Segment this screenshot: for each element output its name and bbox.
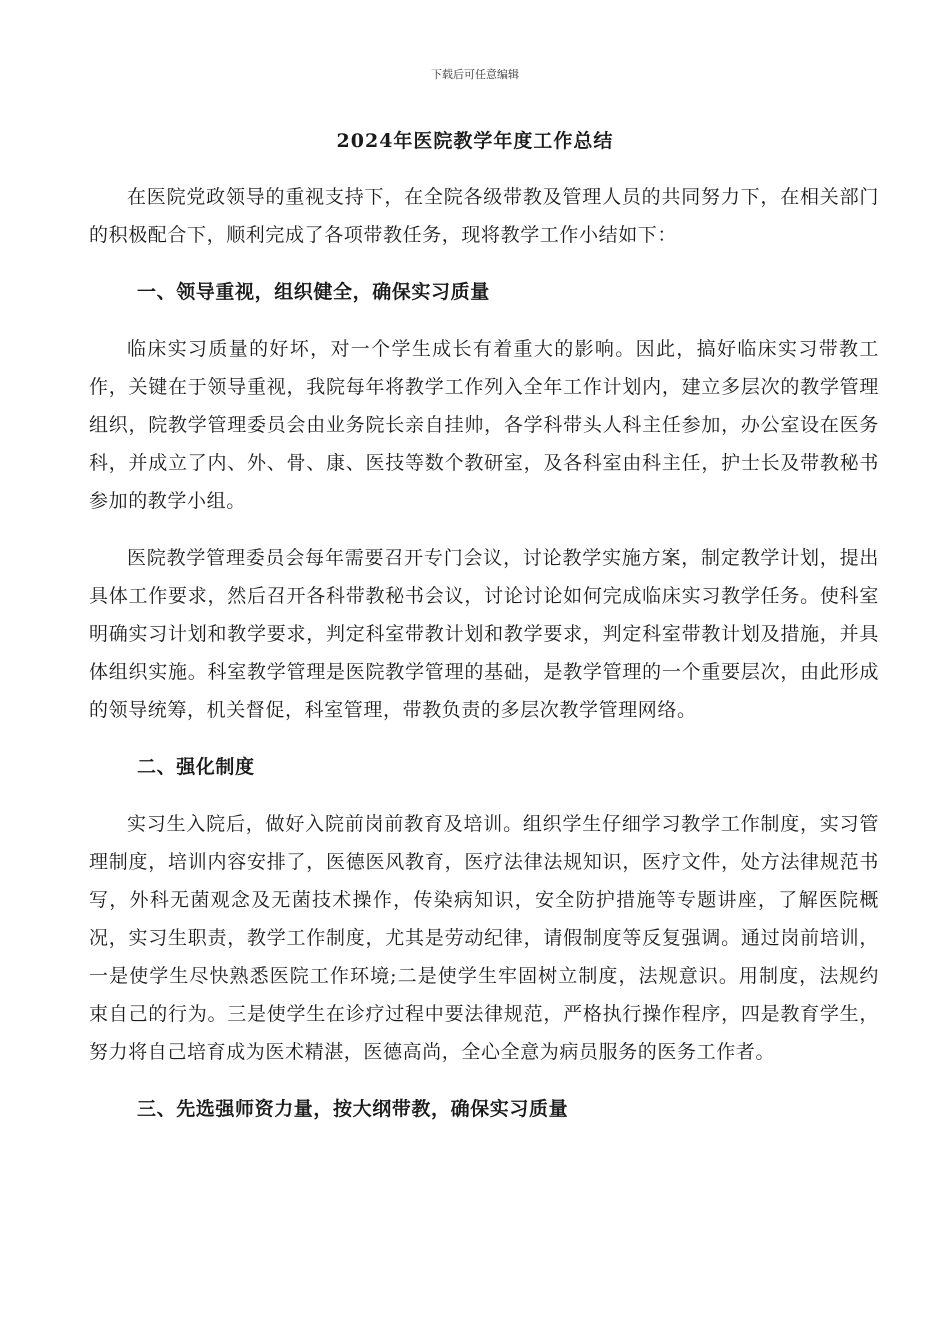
section-1-paragraph-2: 医院教学管理委员会每年需要召开专门会议，讨论教学实施方案，制定教学计划，提出具体工作要求，然后召开各科带教秘书会议，讨论讨论如何完成临床实习教学任务。使科室明确实习计划和教学要求，判定科室带教计划和教学要求，判定科室带教计划及措施，并具体组织实施。科室教学管理是医院教学管理的基础，是教学管理的一个重要层次，由此形成的领导统筹，机关督促，科室管理，带教负责的多层次教学管理网络。 — [89, 547, 879, 721]
section-1-paragraph-1: 临床实习质量的好坏，对一个学生成长有着重大的影响。因此，搞好临床实习带教工作，关键在于领导重视，我院每年将教学工作列入全年工作计划内，建立多层次的教学管理组织，院教学管理委员会由业务院长亲自挂帅，各学科带头人科主任参加，办公室设在医务科，并成立了内、外、骨、康、医技等数个教研室，及各科室由科主任，护士长及带教秘书参加的教学小组。 — [89, 338, 879, 512]
document-body — [89, 178, 879, 1128]
spacer — [89, 1071, 879, 1090]
spacer — [89, 729, 879, 748]
section-3-heading: 三、先选强师资力量，按大纲带教，确保实习质量 — [137, 1098, 569, 1120]
spacer — [89, 520, 879, 539]
section-1-heading: 一、领导重视，组织健全，确保实习质量 — [137, 281, 490, 303]
spacer — [89, 254, 879, 273]
section-2-paragraph-1: 实习生入院后，做好入院前岗前教育及培训。组织学生仔细学习教学工作制度，实习管理制度，培训内容安排了，医德医风教育，医疗法律法规知识，医疗文件，处方法律规范书写，外科无菌观念及无菌技术操作，传染病知识，安全防护措施等专题讲座，了解医院概况，实习生职责，教学工作制度，尤其是劳动纪律，请假制度等反复强调。通过岗前培训，一是使学生尽快熟悉医院工作环境;二是使学生牢固树立制度，法规意识。用制度，法规约束自己的行为。三是使学生在诊疗过程中要法律规范，严格执行操作程序，四是教育学生，努力将自己培育成为医术精湛，医德高尚，全心全意为病员服务的医务工作者。 — [89, 813, 879, 1063]
spacer — [89, 311, 879, 330]
intro-paragraph: 在医院党政领导的重视支持下，在全院各级带教及管理人员的共同努力下，在相关部门的积极配合下，顺利完成了各项带教任务，现将教学工作小结如下： — [89, 186, 879, 246]
document-title: 2024年医院教学年度工作总结 — [336, 130, 614, 152]
section-2-heading: 二、强化制度 — [137, 756, 255, 778]
spacer — [89, 786, 879, 805]
header-note: 下载后可任意编辑 — [431, 68, 519, 81]
